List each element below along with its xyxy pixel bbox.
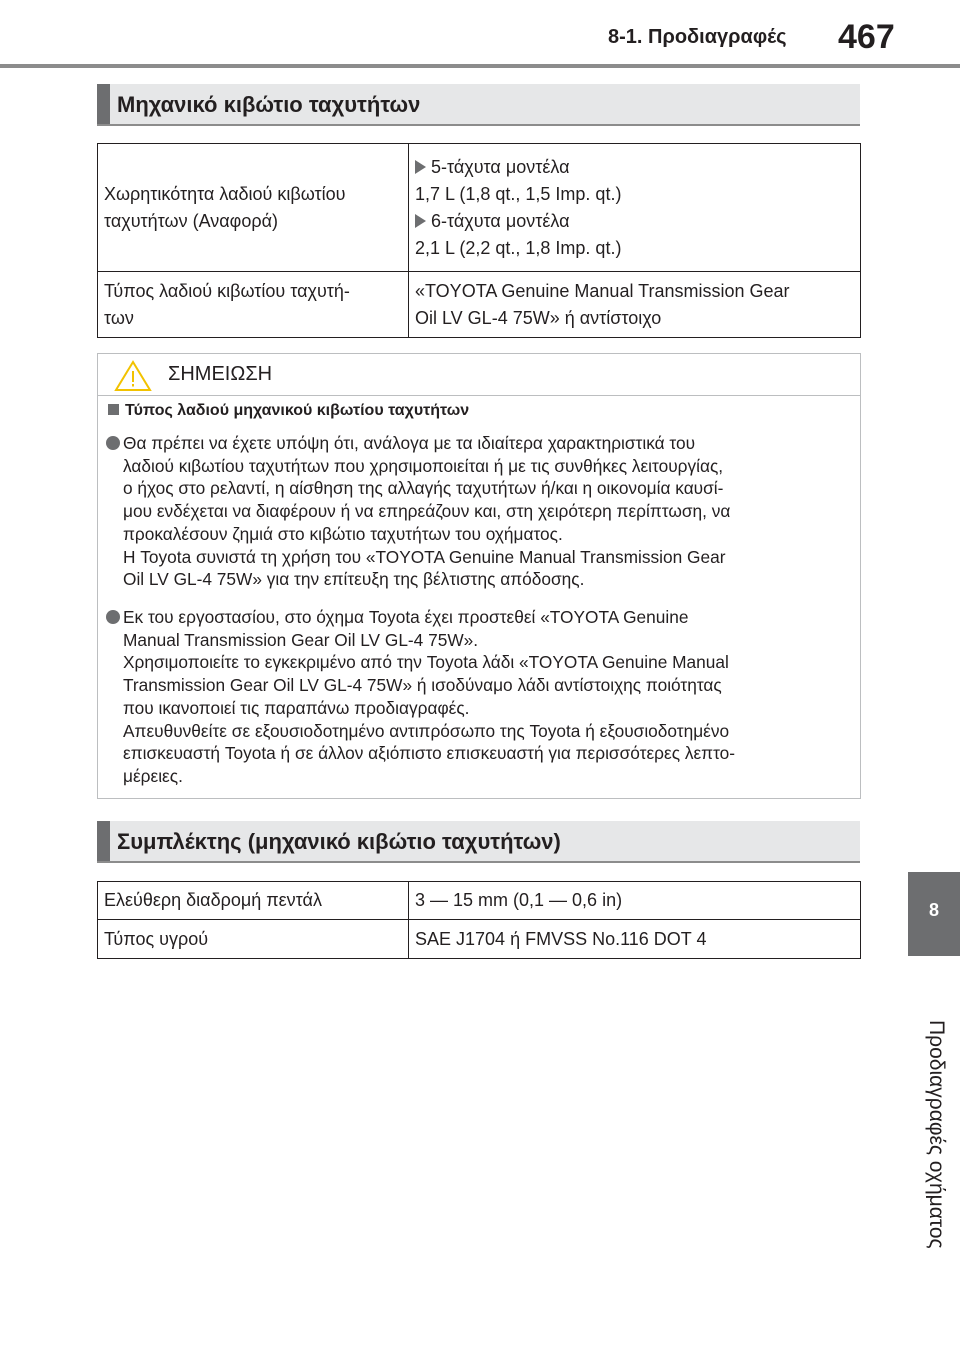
page-number: 467 [838, 18, 895, 56]
bullet-text: Θα πρέπει να έχετε υπόψη ότι, ανάλογα με τα ιδιαίτερα χαρακτηριστικά του λαδιού κιβωτίου ταχυτήτων που χρησιμοποιείται ή με τις συνθήκες λειτουργίας, ο ήχος στο ρελαντί, η αίσθηση της αλλαγής ταχυτήτων ή/και η οικονομία καυσί- μου ενδέχεται να διαφέρουν ή να επηρεάζουν και, στη χειρότερη περίπτωση, να προκαλέσουν ζημιά στο κιβώτιο ταχυτήτων του οχήματος. Η Toyota συνιστά τη χρήση του «TOYOTA Genuine Manual Transmission Gear Oil LV GL-4 75W» για την επίτευξη της βέλτιστης απόδοσης. [123, 433, 731, 590]
note-box [97, 353, 861, 799]
fluid-type-value: SAE J1704 ή FMVSS No.116 DOT 4 [409, 920, 861, 959]
heading-bar [97, 821, 110, 861]
triangle-bullet-icon [415, 160, 426, 174]
table-row [98, 272, 861, 338]
clutch-table [97, 881, 861, 959]
bullet-text: Εκ του εργοστασίου, στο όχημα Toyota έχει προστεθεί «TOYOTA Genuine Manual Transmission Gear Oil LV GL-4 75W». Χρησιμοποιείτε το εγκεκριμένο από την Toyota λάδι «TOYOTA Genuine Manual Transmission Gear Oil LV GL-4 75W» ή ισοδύναμο λάδι αντίστοιχης ποιότητας που ικανοποιεί τις παραπάνω προδιαγραφές. Απευθυνθείτε σε εξουσιοδοτημένο αντιπρόσωπο της Toyota ή εξουσιοδοτημένο επισκευαστή Toyota ή σε άλλον αξιόπιστο επισκευαστή για περισσότερες λεπτο- μέρειες. [123, 607, 736, 786]
table-row [98, 144, 861, 272]
manual-transmission-title: Μηχανικό κιβώτιο ταχυτήτων [117, 92, 421, 117]
manual-transmission-table [97, 143, 861, 338]
note-bullet [106, 432, 846, 591]
chapter-number: 8 [928, 900, 939, 920]
note-bullet [106, 606, 846, 788]
triangle-bullet-icon [415, 214, 426, 228]
pedal-free-play-value: 3 — 15 mm (0,1 — 0,6 in) [409, 882, 861, 920]
oil-type-label: Τύπος λαδιού κιβωτίου ταχυτή- των [98, 272, 409, 338]
pedal-free-play-label: Ελεύθερη διαδρομή πεντάλ [98, 882, 409, 920]
bullet-dot-icon [106, 436, 120, 450]
fluid-type-label: Τύπος υγρού [98, 920, 409, 959]
manual-transmission-heading [97, 84, 860, 126]
square-bullet-icon [108, 404, 119, 415]
warning-triangle-icon [114, 360, 152, 392]
header-rule [0, 64, 960, 68]
oil-type-value: «TOYOTA Genuine Manual Transmission Gear Oil LV GL-4 75W» ή αντίστοιχο [409, 272, 861, 338]
note-subtitle: Τύπος λαδιού μηχανικού κιβωτίου ταχυτήτων [108, 402, 469, 420]
oil-capacity-value: 5-τάχυτα μοντέλα 1,7 L (1,8 qt., 1,5 Imp. qt.) 6-τάχυτα μοντέλα 2,1 L (2,2 qt., 1,8 Imp. qt.) [409, 144, 861, 272]
table-row [98, 920, 861, 959]
section-heading: 8-1. Προδιαγραφές [608, 26, 787, 48]
note-header [98, 354, 860, 396]
chapter-label: Προδιαγραφές οχήματος [925, 1020, 948, 1249]
table-row [98, 882, 861, 920]
oil-capacity-label: Χωρητικότητα λαδιού κιβωτίου ταχυτήτων (Αναφορά) [98, 144, 409, 272]
note-label: ΣΗΜΕΙΩΣΗ [168, 363, 273, 385]
clutch-heading [97, 821, 860, 863]
heading-bar [97, 84, 110, 124]
bullet-dot-icon [106, 610, 120, 624]
clutch-title: Συμπλέκτης (μηχανικό κιβώτιο ταχυτήτων) [117, 829, 561, 854]
